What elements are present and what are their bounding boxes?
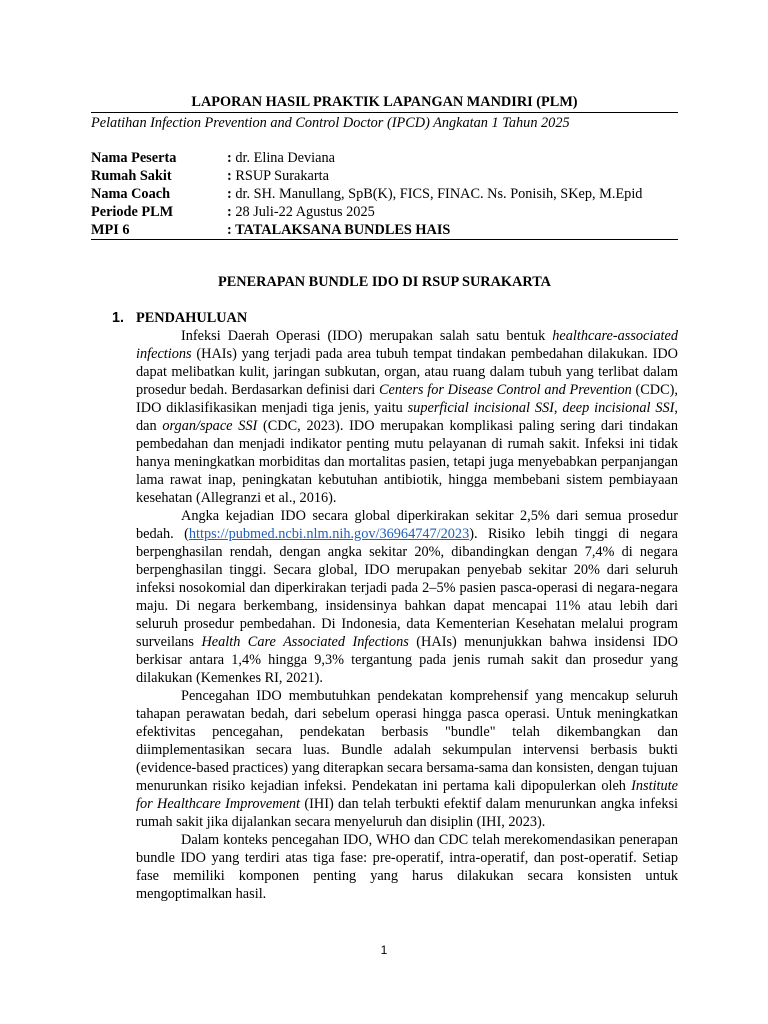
text-run: Pencegahan IDO membutuhkan pendekatan komprehensif yang mencakup seluruh tahapan perawatan bedah, dari sebelum operasi hingga pasca operasi. Untuk meningkatkan efektivitas pencegahan, pendekatan berbasis "bundle" telah dikembangkan dan diimplementasikan secara luas. Bundle adalah sekumpulan intervensi berbasis bukti (evidence-based practices) yang diterapkan secara bersama-sama dan konsisten, dengan tujuan menurunkan risiko kejadian infeksi. Pendekatan ini pertama kali dipopulerkan oleh — [136, 688, 678, 794]
text-run-italic: Centers for Disease Control and Prevention — [379, 382, 632, 398]
text-run-italic: Institute for Healthcare Improvement — [136, 778, 678, 812]
info-value-text: dr. Elina Deviana — [235, 150, 335, 166]
text-run-italic: Health Care Associated Infections — [201, 634, 409, 650]
text-run: (HAIs) menunjukkan bahwa insidensi IDO berkisar antara 1,4% hingga 9,3% tergantung pada jenis rumah sakit dan prosedur yang dilakukan (Kemenkes RI, 2021). — [136, 634, 679, 686]
text-run: , dan — [136, 400, 678, 434]
paragraph-1 — [136, 327, 678, 507]
info-divider — [91, 239, 678, 240]
paragraph-3 — [136, 687, 678, 831]
text-run: ). Risiko lebih tinggi di negara berpenghasilan rendah, dengan angka sekitar 20%, dibandingkan dengan 7,4% di negara berpenghasilan tinggi. Secara global, IDO merupakan penyebab sekitar 20% dari seluruh infeksi nosokomial dan diperkirakan terjadi pada 2–5% pasien pasca-operasi di negara-negara maju. Di negara berkembang, insidensinya bahkan dapat mencapai 11% atau lebih dari seluruh prosedur pembedahan. Di Indonesia, data Kementerian Kesehatan melalui program surveilans — [136, 526, 678, 650]
text-run: , — [553, 400, 563, 416]
report-subtitle: Pelatihan Infection Prevention and Control Doctor (IPCD) Angkatan 1 Tahun 2025 — [91, 115, 570, 131]
info-label: MPI 6 — [91, 222, 130, 238]
text-run: Angka kejadian IDO secara global diperkirakan sekitar 2,5% dari semua prosedur bedah. ( — [136, 508, 678, 542]
section-title: PENDAHULUAN — [136, 310, 248, 326]
text-run: Infeksi Daerah Operasi (IDO) merupakan salah satu bentuk — [181, 328, 553, 344]
info-value: : TATALAKSANA BUNDLES HAIS — [227, 222, 451, 238]
text-run: Dalam konteks pencegahan IDO, WHO dan CDC telah merekomendasikan penerapan bundle IDO yang terdiri atas tiga fase: pre-operatif, intra-operatif, dan post-operatif. Setiap fase memiliki komponen penting yang harus dilakukan secara konsisten untuk mengoptimalkan hasil. — [136, 832, 678, 902]
text-run-italic: healthcare-associated infections — [136, 328, 678, 362]
title-divider — [91, 112, 678, 113]
info-label: Nama Coach — [91, 186, 171, 202]
info-label: Rumah Sakit — [91, 168, 172, 184]
paragraph-2 — [136, 507, 678, 687]
info-label: Periode PLM — [91, 204, 174, 220]
info-value-text: RSUP Surakarta — [235, 168, 329, 184]
participant-info — [91, 149, 678, 239]
document-heading: PENERAPAN BUNDLE IDO DI RSUP SURAKARTA — [218, 274, 551, 290]
info-value: : dr. Elina Deviana — [227, 150, 335, 166]
info-value: : RSUP Surakarta — [227, 168, 329, 184]
page-number: 1 — [380, 943, 388, 957]
text-run-italic: deep incisional SSI — [562, 400, 675, 416]
info-row-mpi — [91, 221, 678, 239]
text-run: (CDC), IDO diklasifikasikan menjadi tiga jenis, yaitu — [136, 382, 678, 416]
paragraph-4 — [136, 831, 678, 903]
info-value-text: 28 Juli-22 Agustus 2025 — [235, 204, 375, 220]
info-value: : dr. SH. Manullang, SpB(K), FICS, FINAC. Ns. Ponisih, SKep, M.Epid — [227, 186, 643, 202]
info-value-text: TATALAKSANA BUNDLES HAIS — [235, 222, 451, 238]
info-value-text: dr. SH. Manullang, SpB(K), FICS, FINAC. Ns. Ponisih, SKep, M.Epid — [235, 186, 643, 202]
pubmed-link[interactable]: https://pubmed.ncbi.nlm.nih.gov/36964747/2023 — [188, 526, 470, 542]
section-heading — [112, 309, 247, 327]
text-run: (HAIs) yang terjadi pada area tubuh tempat tindakan pembedahan dilakukan. IDO dapat melibatkan kulit, jaringan subkutan, organ, atau ruang dalam tubuh yang terlibat dalam prosedur bedah. Berdasarkan definisi dari — [136, 346, 678, 398]
text-run-italic: organ/space SSI — [162, 418, 258, 434]
text-run: (CDC, 2023). IDO merupakan komplikasi paling sering dari tindakan pembedahan dan menjadi indikator penting mutu pelayanan di rumah sakit. Infeksi ini tidak hanya meningkatkan morbiditas dan mortalitas pasien, tetapi juga menyebabkan perpanjangan lama rawat inap, peningkatan kebutuhan antibiotik, hingga membebani sistem pembiayaan kesehatan (Allegranzi et al., 2016). — [136, 418, 678, 506]
text-run-italic: superficial incisional SSI — [407, 400, 554, 416]
info-value: : 28 Juli-22 Agustus 2025 — [227, 204, 375, 220]
section-number: 1. — [112, 310, 124, 326]
info-row-nama-peserta — [91, 149, 678, 167]
info-label: Nama Peserta — [91, 150, 177, 166]
report-title: LAPORAN HASIL PRAKTIK LAPANGAN MANDIRI (PLM) — [191, 94, 578, 110]
text-run: (IHI) dan telah terbukti efektif dalam menurunkan angka infeksi rumah sakit jika dijalankan secara menyeluruh dan disiplin (IHI, 2023). — [136, 796, 679, 830]
info-row-nama-coach — [91, 185, 678, 203]
info-row-periode — [91, 203, 678, 221]
body-text — [136, 327, 678, 903]
info-row-rumah-sakit — [91, 167, 678, 185]
